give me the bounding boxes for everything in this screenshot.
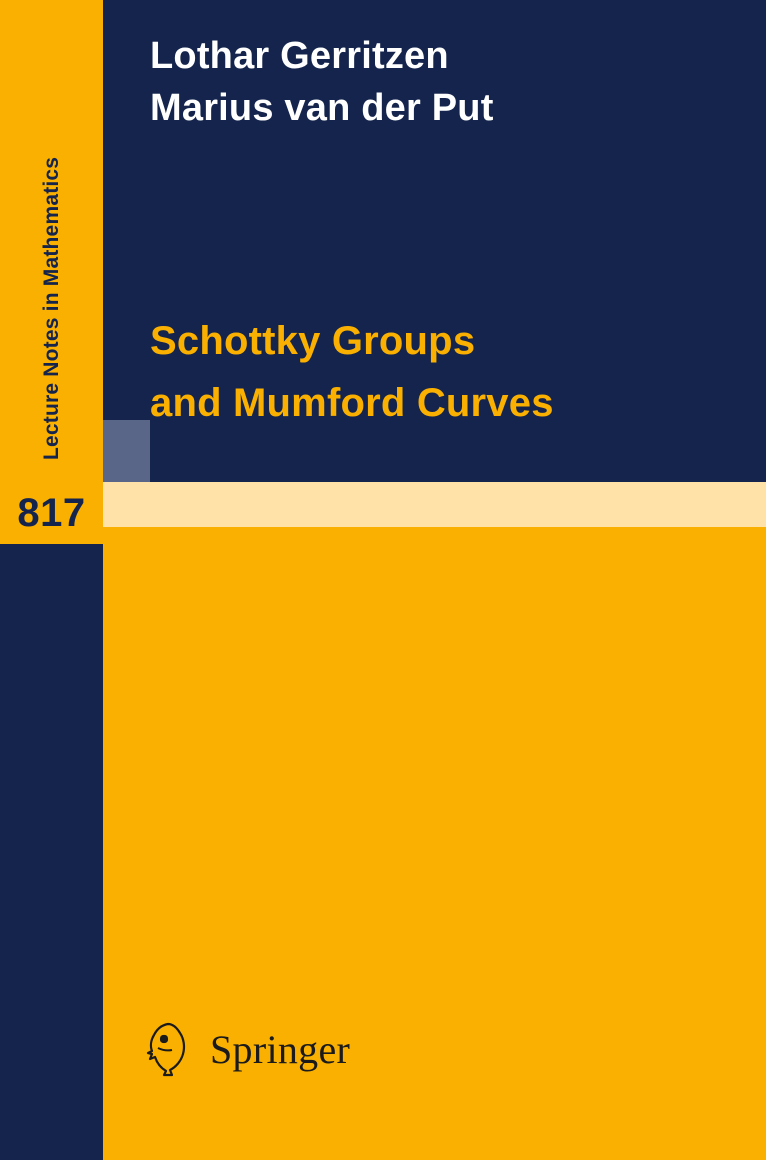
publisher-name: Springer bbox=[210, 1026, 351, 1072]
author-name: Lothar Gerritzen bbox=[150, 35, 449, 77]
series-label-rotated bbox=[0, 0, 103, 482]
springer-horse-icon bbox=[140, 1020, 196, 1078]
volume-number-box bbox=[0, 482, 103, 544]
publisher-block bbox=[140, 1020, 350, 1078]
series-spine-strip bbox=[0, 0, 103, 482]
title-line: Schottky Groups bbox=[150, 319, 476, 363]
series-label: Lecture Notes in Mathematics bbox=[39, 156, 63, 460]
volume-number: 817 bbox=[17, 490, 86, 535]
page-title bbox=[150, 310, 740, 434]
decorative-grey-block bbox=[103, 420, 150, 482]
decorative-pale-band bbox=[103, 482, 766, 527]
title-line: and Mumford Curves bbox=[150, 381, 554, 425]
author-block bbox=[150, 30, 730, 135]
author-name: Marius van der Put bbox=[150, 87, 494, 130]
